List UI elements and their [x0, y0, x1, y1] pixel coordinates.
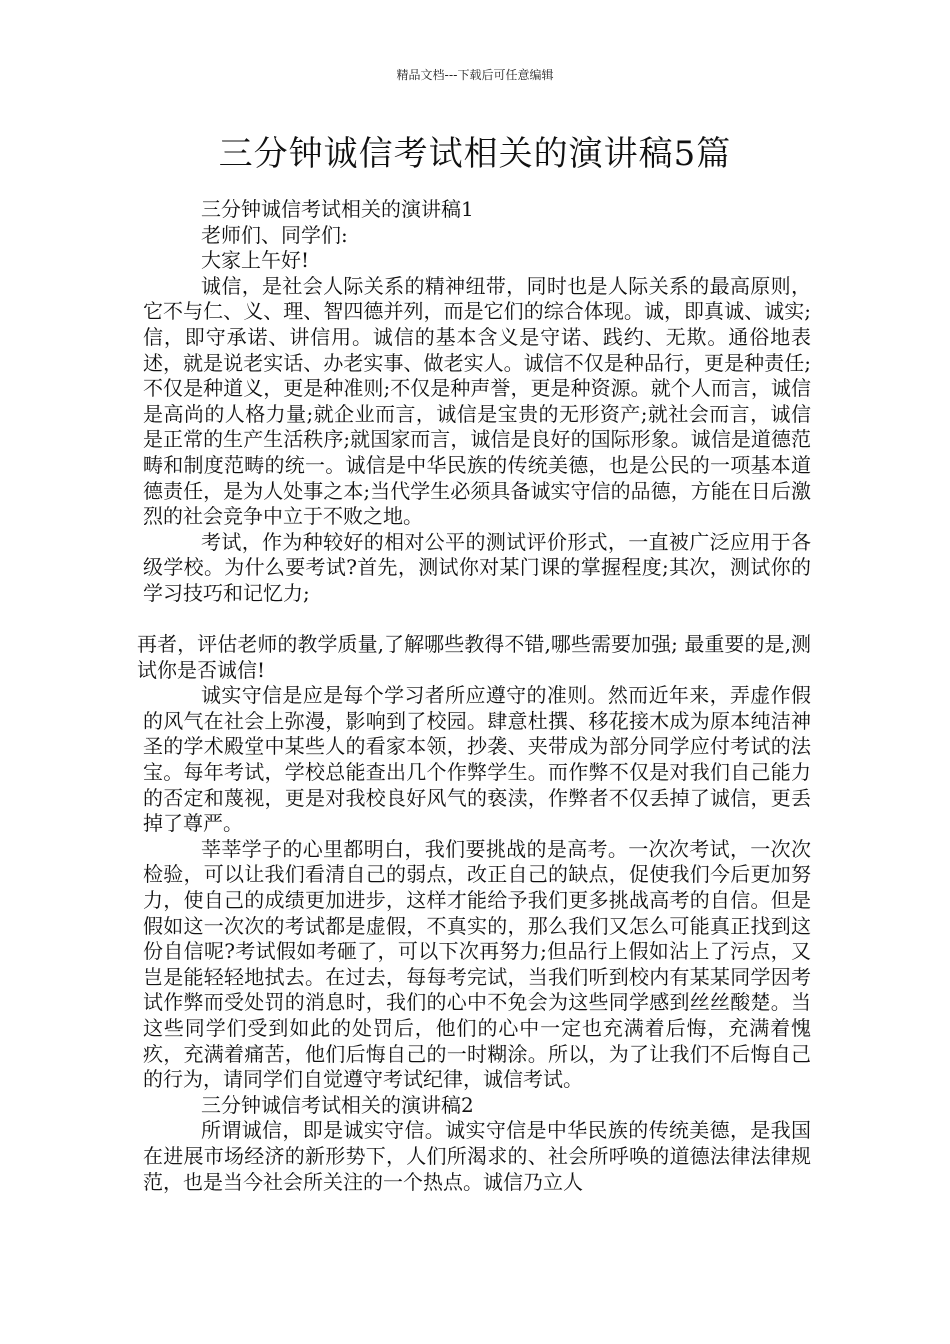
- page-break-gap: [143, 607, 811, 633]
- paragraph-honesty: 诚实守信是应是每个学习者所应遵守的准则。然而近年来，弄虚作假的风气在社会上弥漫，影响到了校园。肆意杜撰、移花接木成为原本纯洁神圣的学术殿堂中某些人的看家本领，抄袭、夹带成为部分同学应付考试的法宝。每年考试，学校总能查出几个作弊学生。而作弊不仅是对我们自己能力的否定和蔑视，更是对我校良好风气的亵渎，作弊者不仅丢掉了诚信，更丢掉了尊严。: [143, 683, 811, 836]
- paragraph-furthermore: 再者，评估老师的教学质量,了解哪些教得不错,哪些需要加强; 最重要的是,测试你是否诚信!: [137, 632, 811, 682]
- paragraph-integrity: 诚信，是社会人际关系的精神纽带，同时也是人际关系的最高原则，它不与仁、义、理、智四德并列，而是它们的综合体现。诚，即真诚、诚实;信，即守承诺、讲信用。诚信的基本含义是守诺、践约、无欺。通俗地表述，就是说老实话、办老实事、做老实人。诚信不仅是种品行，更是种责任;不仅是种道义，更是种准则;不仅是种声誉，更是种资源。就个人而言，诚信是高尚的人格力量;就企业而言，诚信是宝贵的无形资产;就社会而言，诚信是正常的生产生活秩序;就国家而言，诚信是良好的国际形象。诚信是道德范畴和制度范畴的统一。诚信是中华民族的传统美德，也是公民的一项基本道德责任，是为人处事之本;当代学生必须具备诚实守信的品德，方能在日后激烈的社会竞争中立于不败之地。: [143, 273, 811, 529]
- document-body: [137, 197, 811, 1195]
- document-title: 三分钟诚信考试相关的演讲稿5篇: [218, 134, 732, 174]
- paragraph-students: 莘莘学子的心里都明白，我们要挑战的是高考。一次次考试，一次次检验，可以让我们看清自己的弱点，改正自己的缺点，促使我们今后更加努力，使自己的成绩更加进步，这样才能给予我们更多挑战高考的自信。但是假如这一次次的考试都是虚假，不真实的，那么我们又怎么可能真正找到这份自信呢?考试假如考砸了，可以下次再努力;但品行上假如沾上了污点，又岂是能轻轻地拭去。在过去，每每考完试，当我们听到校内有某某同学因考试作弊而受处罚的消息时，我们的心中不免会为这些同学感到丝丝酸楚。当这些同学们受到如此的处罚后，他们的心中一定也充满着后悔，充满着愧疚，充满着痛苦，他们后悔自己的一时糊涂。所以，为了让我们不后悔自己的行为，请同学们自觉遵守考试纪律，诚信考试。: [143, 836, 811, 1092]
- paragraph-exam: 考试，作为种较好的相对公平的测试评价形式，一直被广泛应用于各级学校。为什么要考试?首先，测试你对某门课的掌握程度;其次，测试你的学习技巧和记忆力;: [143, 529, 811, 605]
- speech-1-heading: 三分钟诚信考试相关的演讲稿1: [201, 197, 474, 221]
- greeting: 大家上午好!: [201, 248, 310, 273]
- paragraph-definition: 所谓诚信，即是诚实守信。诚实守信是中华民族的传统美德，是我国在进展市场经济的新形势下，人们所渴求的、社会所呼唤的道德法律法律规范，也是当今社会所关注的一个热点。诚信乃立人: [143, 1118, 811, 1194]
- salutation: 老师们、同学们:: [201, 222, 348, 247]
- page-header-note: 精品文档---下载后可任意编辑: [396, 68, 554, 82]
- speech-2-heading: 三分钟诚信考试相关的演讲稿2: [201, 1092, 474, 1117]
